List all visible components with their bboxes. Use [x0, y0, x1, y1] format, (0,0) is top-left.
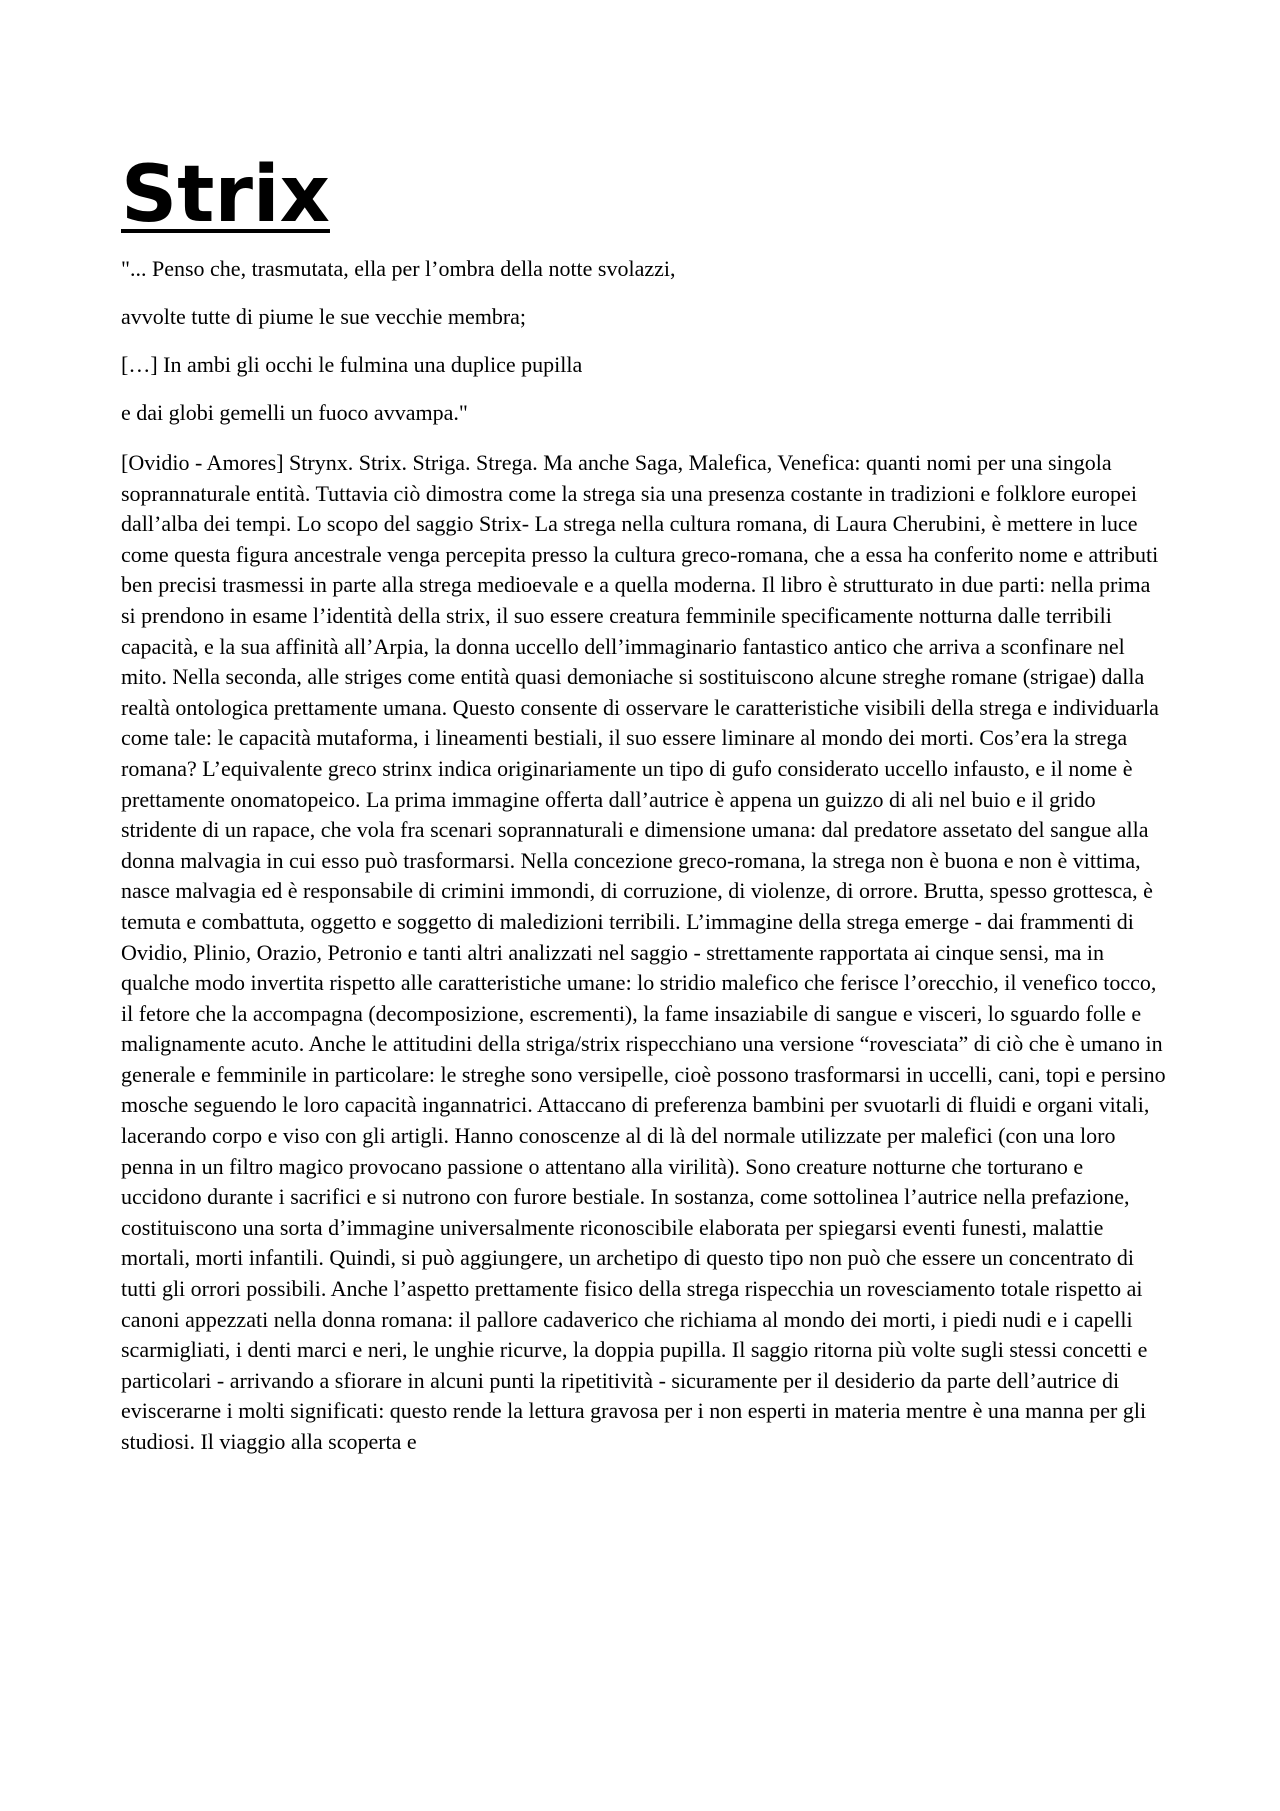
- document-page: [121, 150, 1166, 1458]
- verse-line-2: avvolte tutte di piume le sue vecchie membra;: [121, 304, 527, 329]
- document-title: Strix: [121, 150, 330, 240]
- body-paragraph: [Ovidio - Amores] Strynx. Strix. Striga. Strega. Ma anche Saga, Malefica, Venefica: quanti nomi per una singola soprannaturale entità. Tuttavia ciò dimostra come la strega sia una presenza costante in tradizioni e folklore europei dall’alba dei tempi. Lo scopo del saggio Strix- La strega nella cultura romana, di Laura Cherubini, è mettere in luce come questa figura ancestrale venga percepita presso la cultura greco-romana, che a essa ha conferito nome e attributi ben precisi trasmessi in parte alla strega medioevale e a quella moderna. Il libro è strutturato in due parti: nella prima si prendono in esame l’identità della strix, il suo essere creatura femminile specificamente notturna dalle terribili capacità, e la sua affinità all’Arpia, la donna uccello dell’immaginario fantastico antico che arriva a sconfinare nel mito. Nella seconda, alle striges come entità quasi demoniache si sostituiscono alcune streghe romane (strigae) dalla realtà ontologica prettamente umana. Questo consente di osservare le caratteristiche visibili della strega e individuarla come tale: le capacità mutaforma, i lineamenti bestiali, il suo essere liminare al mondo dei morti. Cos’era la strega romana? L’equivalente greco strinx indica originariamente un tipo di gufo considerato uccello infausto, e il nome è prettamente onomatopeico. La prima immagine offerta dall’autrice è appena un guizzo di ali nel buio e il grido stridente di un rapace, che vola fra scenari soprannaturali e dimensione umana: dal predatore assetato del sangue alla donna malvagia in cui esso può trasformarsi. Nella concezione greco-romana, la strega non è buona e non è vittima, nasce malvagia ed è responsabile di crimini immondi, di corruzione, di violenze, di orrore. Brutta, spesso grottesca, è temuta e combattuta, oggetto e soggetto di maledizioni terribili. L’immagine della strega emerge - dai frammenti di Ovidio, Plinio, Orazio, Petronio e tanti altri analizzati nel saggio - strettamente rapportata ai cinque sensi, ma in qualche modo invertita rispetto alle caratteristiche umane: lo stridio malefico che ferisce l’orecchio, il venefico tocco, il fetore che la accompagna (decomposizione, escrementi), la fame insaziabile di sangue e visceri, lo sguardo folle e malignamente acuto. Anche le attitudini della striga/strix rispecchiano una versione “rovesciata” di ciò che è umano in generale e femminile in particolare: le streghe sono versipelle, cioè possono trasformarsi in uccelli, cani, topi e persino mosche seguendo le loro capacità ingannatrici. Attaccano di preferenza bambini per svuotarli di fluidi e organi vitali, lacerando corpo e viso con gli artigli. Hanno conoscenze al di là del normale utilizzate per malefici (con una loro penna in un filtro magico provocano passione o attentano alla virilità). Sono creature notturne che torturano e uccidono durante i sacrifici e si nutrono con furore bestiale. In sostanza, come sottolinea l’autrice nella prefazione, costituiscono una sorta d’immagine universalmente riconoscibile elaborata per spiegarsi eventi funesti, malattie mortali, morti infantili. Quindi, si può aggiungere, un archetipo di questo tipo non può che essere un concentrato di tutti gli orrori possibili. Anche l’aspetto prettamente fisico della strega rispecchia un rovesciamento totale rispetto ai canoni appezzati nella donna romana: il pallore cadaverico che richiama al mondo dei morti, i piedi nudi e i capelli scarmigliati, i denti marci e neri, le unghie ricurve, la doppia pupilla. Il saggio ritorna più volte sugli stessi concetti e particolari - arrivando a sfiorare in alcuni punti la ripetitività - sicuramente per il desiderio da parte dell’autrice di eviscerarne i molti significati: questo rende la lettura gravosa per i non esperti in materia mentre è una manna per gli studiosi. Il viaggio alla scoperta e: [121, 450, 1166, 1454]
- verse-line-4: e dai globi gemelli un fuoco avvampa.": [121, 400, 468, 425]
- verse-block: [121, 256, 1166, 426]
- verse-line-1: "... Penso che, trasmutata, ella per l’ombra della notte svolazzi,: [121, 256, 676, 281]
- verse-line-3: […] In ambi gli occhi le fulmina una duplice pupilla: [121, 352, 583, 377]
